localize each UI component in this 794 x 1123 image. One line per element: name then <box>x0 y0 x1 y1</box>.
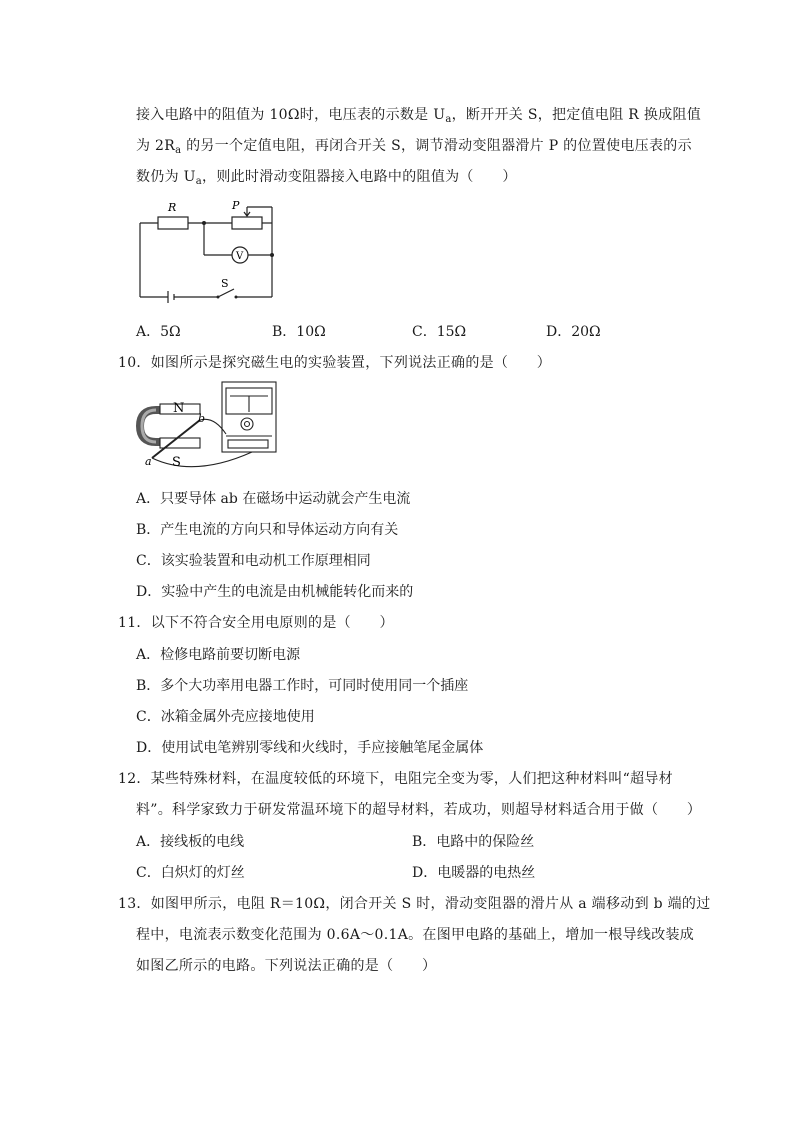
q11-option-d[interactable]: D．使用试电笔辨别零线和火线时，手应接触笔尾金属体 <box>136 740 484 756</box>
q9-option-c[interactable]: C．15Ω <box>412 324 467 340</box>
label-p: P <box>232 199 240 212</box>
label-v: V <box>236 251 244 262</box>
label-n: N <box>173 401 185 416</box>
q12-option-b[interactable]: B．电路中的保险丝 <box>412 834 535 850</box>
q11-option-a[interactable]: A．检修电路前要切断电源 <box>136 647 301 663</box>
q10-option-a[interactable]: A．只要导体 ab 在磁场中运动就会产生电流 <box>136 491 411 507</box>
q11-option-c[interactable]: C．冰箱金属外壳应接地使用 <box>136 709 315 725</box>
q10-stem: 10．如图所示是探究磁生电的实验装置，下列说法正确的是（ ） <box>118 355 552 371</box>
rheostat-symbol <box>232 217 262 229</box>
q12-option-c[interactable]: C．白炽灯的灯丝 <box>136 865 245 881</box>
q13-stem-line-3: 如图乙所示的电路。下列说法正确的是（ ） <box>136 958 437 974</box>
q12-option-d[interactable]: D．电暖器的电热丝 <box>412 865 536 881</box>
q10-apparatus-diagram <box>134 380 284 475</box>
resistor-r-symbol <box>158 217 188 229</box>
q9-option-b[interactable]: B．10Ω <box>272 324 326 340</box>
q9-circuit-diagram <box>130 195 290 305</box>
q10-option-c[interactable]: C．该实验装置和电动机工作原理相同 <box>136 553 371 569</box>
q13-stem-line-2: 程中，电流表示数变化范围为 0.6A～0.1A。在图甲电路的基础上，增加一根导线改装成 <box>136 927 695 943</box>
q13-stem-line-1: 13．如图甲所示，电阻 R＝10Ω，闭合开关 S 时，滑动变阻器的滑片从 a 端移动到 b 端的过 <box>118 896 711 912</box>
label-r: R <box>168 201 177 214</box>
q10-option-b[interactable]: B．产生电流的方向只和导体运动方向有关 <box>136 522 399 538</box>
switch-symbol <box>218 289 234 297</box>
label-b: b <box>198 412 206 425</box>
q12-stem-line-2: 料”。科学家致力于研发常温环境下的超导材料，若成功，则超导材料适合用于做（ ） <box>136 802 702 818</box>
q10-option-d[interactable]: D．实验中产生的电流是由机械能转化而来的 <box>136 584 414 600</box>
label-s: S <box>221 277 229 290</box>
q9-stem-line-2: 为 $2R_a$ 的另一个定值电阻，再闭合开关 S，调节滑动变阻器滑片 P 的位置使电压表的示 <box>136 138 692 156</box>
q11-option-b[interactable]: B．多个大功率用电器工作时，可同时使用同一个插座 <box>136 678 469 694</box>
label-s-pole: S <box>172 455 181 470</box>
q9-stem-line-3: 数仍为 $U_a$，则此时滑动变阻器接入电路中的阻值为（ ） <box>136 169 517 187</box>
q9-option-d[interactable]: D．20Ω <box>546 324 601 340</box>
q9-option-a[interactable]: A．5Ω <box>136 324 181 340</box>
label-a: a <box>145 455 152 468</box>
q12-stem-line-1: 12．某些特殊材料，在温度较低的环境下，电阻完全变为零，人们把这种材料叫“超导材 <box>118 771 673 787</box>
q11-stem: 11．以下不符合安全用电原则的是（ ） <box>118 615 394 631</box>
q12-option-a[interactable]: A．接线板的电线 <box>136 834 245 850</box>
q9-stem-line-1: 接入电路中的阻值为 10Ω时，电压表的示数是 $U_a$，断开开关 S，把定值电阻 R 换成阻值 <box>136 107 702 125</box>
